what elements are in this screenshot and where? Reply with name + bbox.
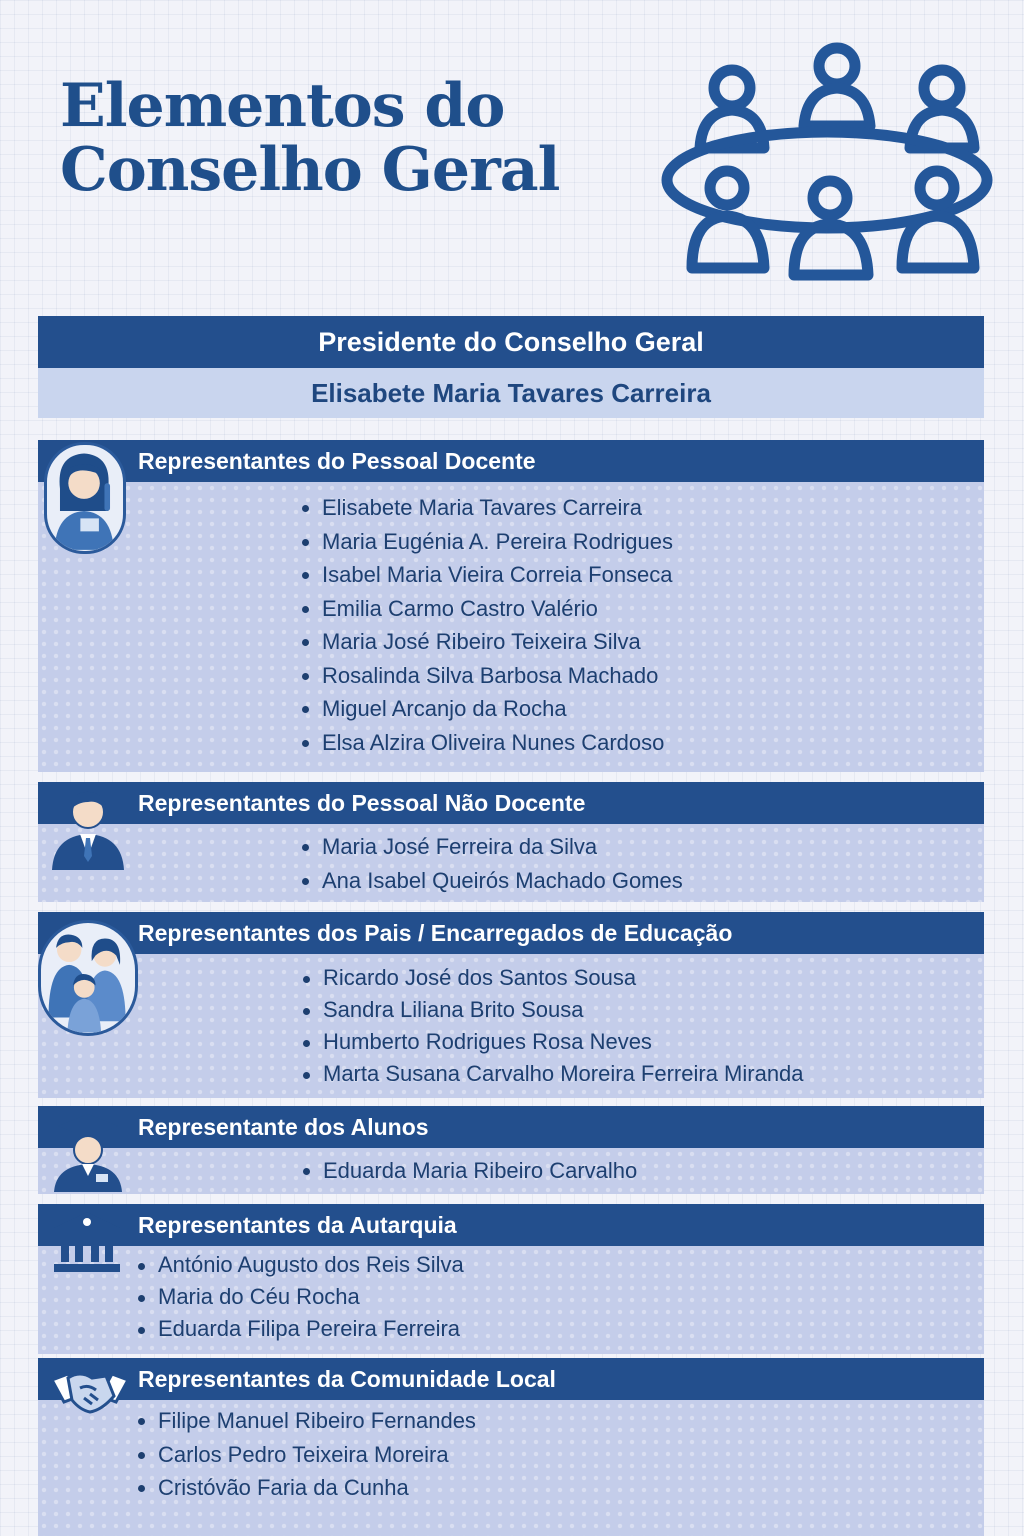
president-block [38,316,984,418]
section-parents [38,912,984,1098]
town-hall-icon [50,1210,124,1274]
staff-icon [50,786,126,870]
member-list [301,962,984,1090]
list-item: Ricardo José dos Santos Sousa [301,962,984,994]
page-title [60,71,560,205]
section-teaching-staff [38,440,984,772]
section-title: Representante dos Alunos [38,1106,984,1148]
list-item: Eduarda Filipa Pereira Ferreira [136,1313,984,1345]
section-non-teaching-staff [38,782,984,902]
family-icon [38,920,138,1036]
section-body [38,1148,984,1194]
president-name: Elisabete Maria Tavares Carreira [38,368,984,418]
page-title-line-1: Elementos do [60,71,505,141]
section-title: Representantes do Pessoal Docente [38,440,984,482]
list-item: Maria do Céu Rocha [136,1281,984,1313]
list-item: Elsa Alzira Oliveira Nunes Cardoso [300,726,984,760]
section-municipality [38,1204,984,1354]
list-item: António Augusto dos Reis Silva [136,1249,984,1281]
page-title-line-2: Conselho Geral [60,135,560,205]
list-item: Eduarda Maria Ribeiro Carvalho [301,1154,984,1188]
section-body [38,1246,984,1354]
section-local-community [38,1358,984,1536]
president-label: Presidente do Conselho Geral [38,316,984,368]
list-item: Filipe Manuel Ribeiro Fernandes [136,1404,984,1438]
list-item: Humberto Rodrigues Rosa Neves [301,1026,984,1058]
section-title: Representantes da Autarquia [38,1204,984,1246]
section-title: Representantes dos Pais / Encarregados de Educação [38,912,984,954]
member-list [136,1249,984,1345]
section-title: Representantes da Comunidade Local [38,1358,984,1400]
section-body [38,954,984,1098]
list-item: Carlos Pedro Teixeira Moreira [136,1438,984,1472]
section-students [38,1106,984,1194]
list-item: Isabel Maria Vieira Correia Fonseca [300,558,984,592]
council-meeting-icon [652,40,1002,290]
list-item: Elisabete Maria Tavares Carreira [300,491,984,525]
list-item: Rosalinda Silva Barbosa Machado [300,659,984,693]
list-item: Emilia Carmo Castro Valério [300,592,984,626]
section-body [38,824,984,902]
handshake-icon [50,1366,130,1416]
list-item: Maria Eugénia A. Pereira Rodrigues [300,525,984,559]
list-item: Maria José Ferreira da Silva [300,830,984,864]
list-item: Ana Isabel Queirós Machado Gomes [300,864,984,898]
member-list [301,1154,984,1188]
section-title: Representantes do Pessoal Não Docente [38,782,984,824]
member-list [136,1404,984,1505]
teacher-icon [44,442,126,554]
member-list [300,491,984,759]
list-item: Cristóvão Faria da Cunha [136,1471,984,1505]
list-item: Maria José Ribeiro Teixeira Silva [300,625,984,659]
section-body [38,1400,984,1536]
list-item: Miguel Arcanjo da Rocha [300,692,984,726]
section-body [38,482,984,772]
list-item: Marta Susana Carvalho Moreira Ferreira Miranda [301,1058,984,1090]
list-item: Sandra Liliana Brito Sousa [301,994,984,1026]
student-icon [50,1108,126,1192]
member-list [300,830,984,897]
